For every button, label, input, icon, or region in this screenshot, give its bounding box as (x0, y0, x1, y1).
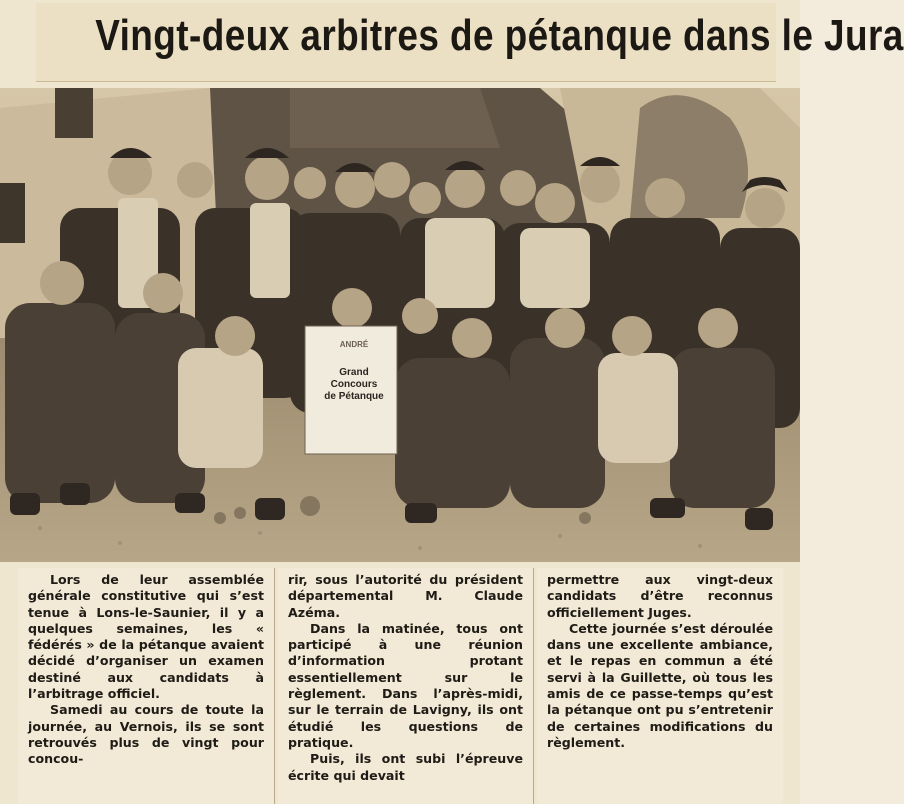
sign-header: ANDRÉ (339, 340, 369, 349)
group-photo (0, 88, 800, 562)
paragraph: Lors de leur assemblée générale constitutive qui s’est tenue à Lons-le-Saunier, il y a quelques semaines, les « fédérés » de la pétanque avaient décidé d’organiser un examen destiné aux candidats à l’arbitrage officiel. (28, 572, 264, 702)
paragraph: Dans la matinée, tous ont participé à une réunion d’information protant essentiellement sur le règlement. Dans l’après-midi, sur le terrain de Lavigny, ils ont étudié les questions de pratique. (288, 620, 523, 750)
paragraph: rir, sous l’autorité du président départemental M. Claude Azéma. (288, 572, 523, 620)
paragraph: Cette journée s’est déroulée dans une excellente ambiance, et le repas en commun a été servi à la Guillette, où tous les amis de ce passe-temps qu’est la pétanque ont pu s’entretenir de certaines modifications du règlement. (547, 620, 773, 750)
paragraph: permettre aux vingt-deux candidats d’être reconnus officiellement Juges. (547, 572, 773, 620)
article-column-3 (537, 568, 783, 804)
headline: Vingt-deux arbitres de pétanque dans le Jura (95, 11, 904, 60)
article-column-2 (278, 568, 534, 804)
sign-line-2: Concours (330, 379, 378, 390)
sign-line-3: de Pétanque (324, 391, 384, 402)
paragraph: Puis, ils ont subi l’épreuve écrite qui devait (288, 751, 523, 783)
article-column-1 (18, 568, 275, 804)
poster-sign (312, 340, 396, 491)
headline-strip (36, 3, 904, 82)
sign-line-1: Grand (339, 367, 369, 378)
paragraph: Samedi au cours de toute la journée, au Vernois, ils se sont retrouvés plus de vingt pour concou- (28, 702, 264, 767)
